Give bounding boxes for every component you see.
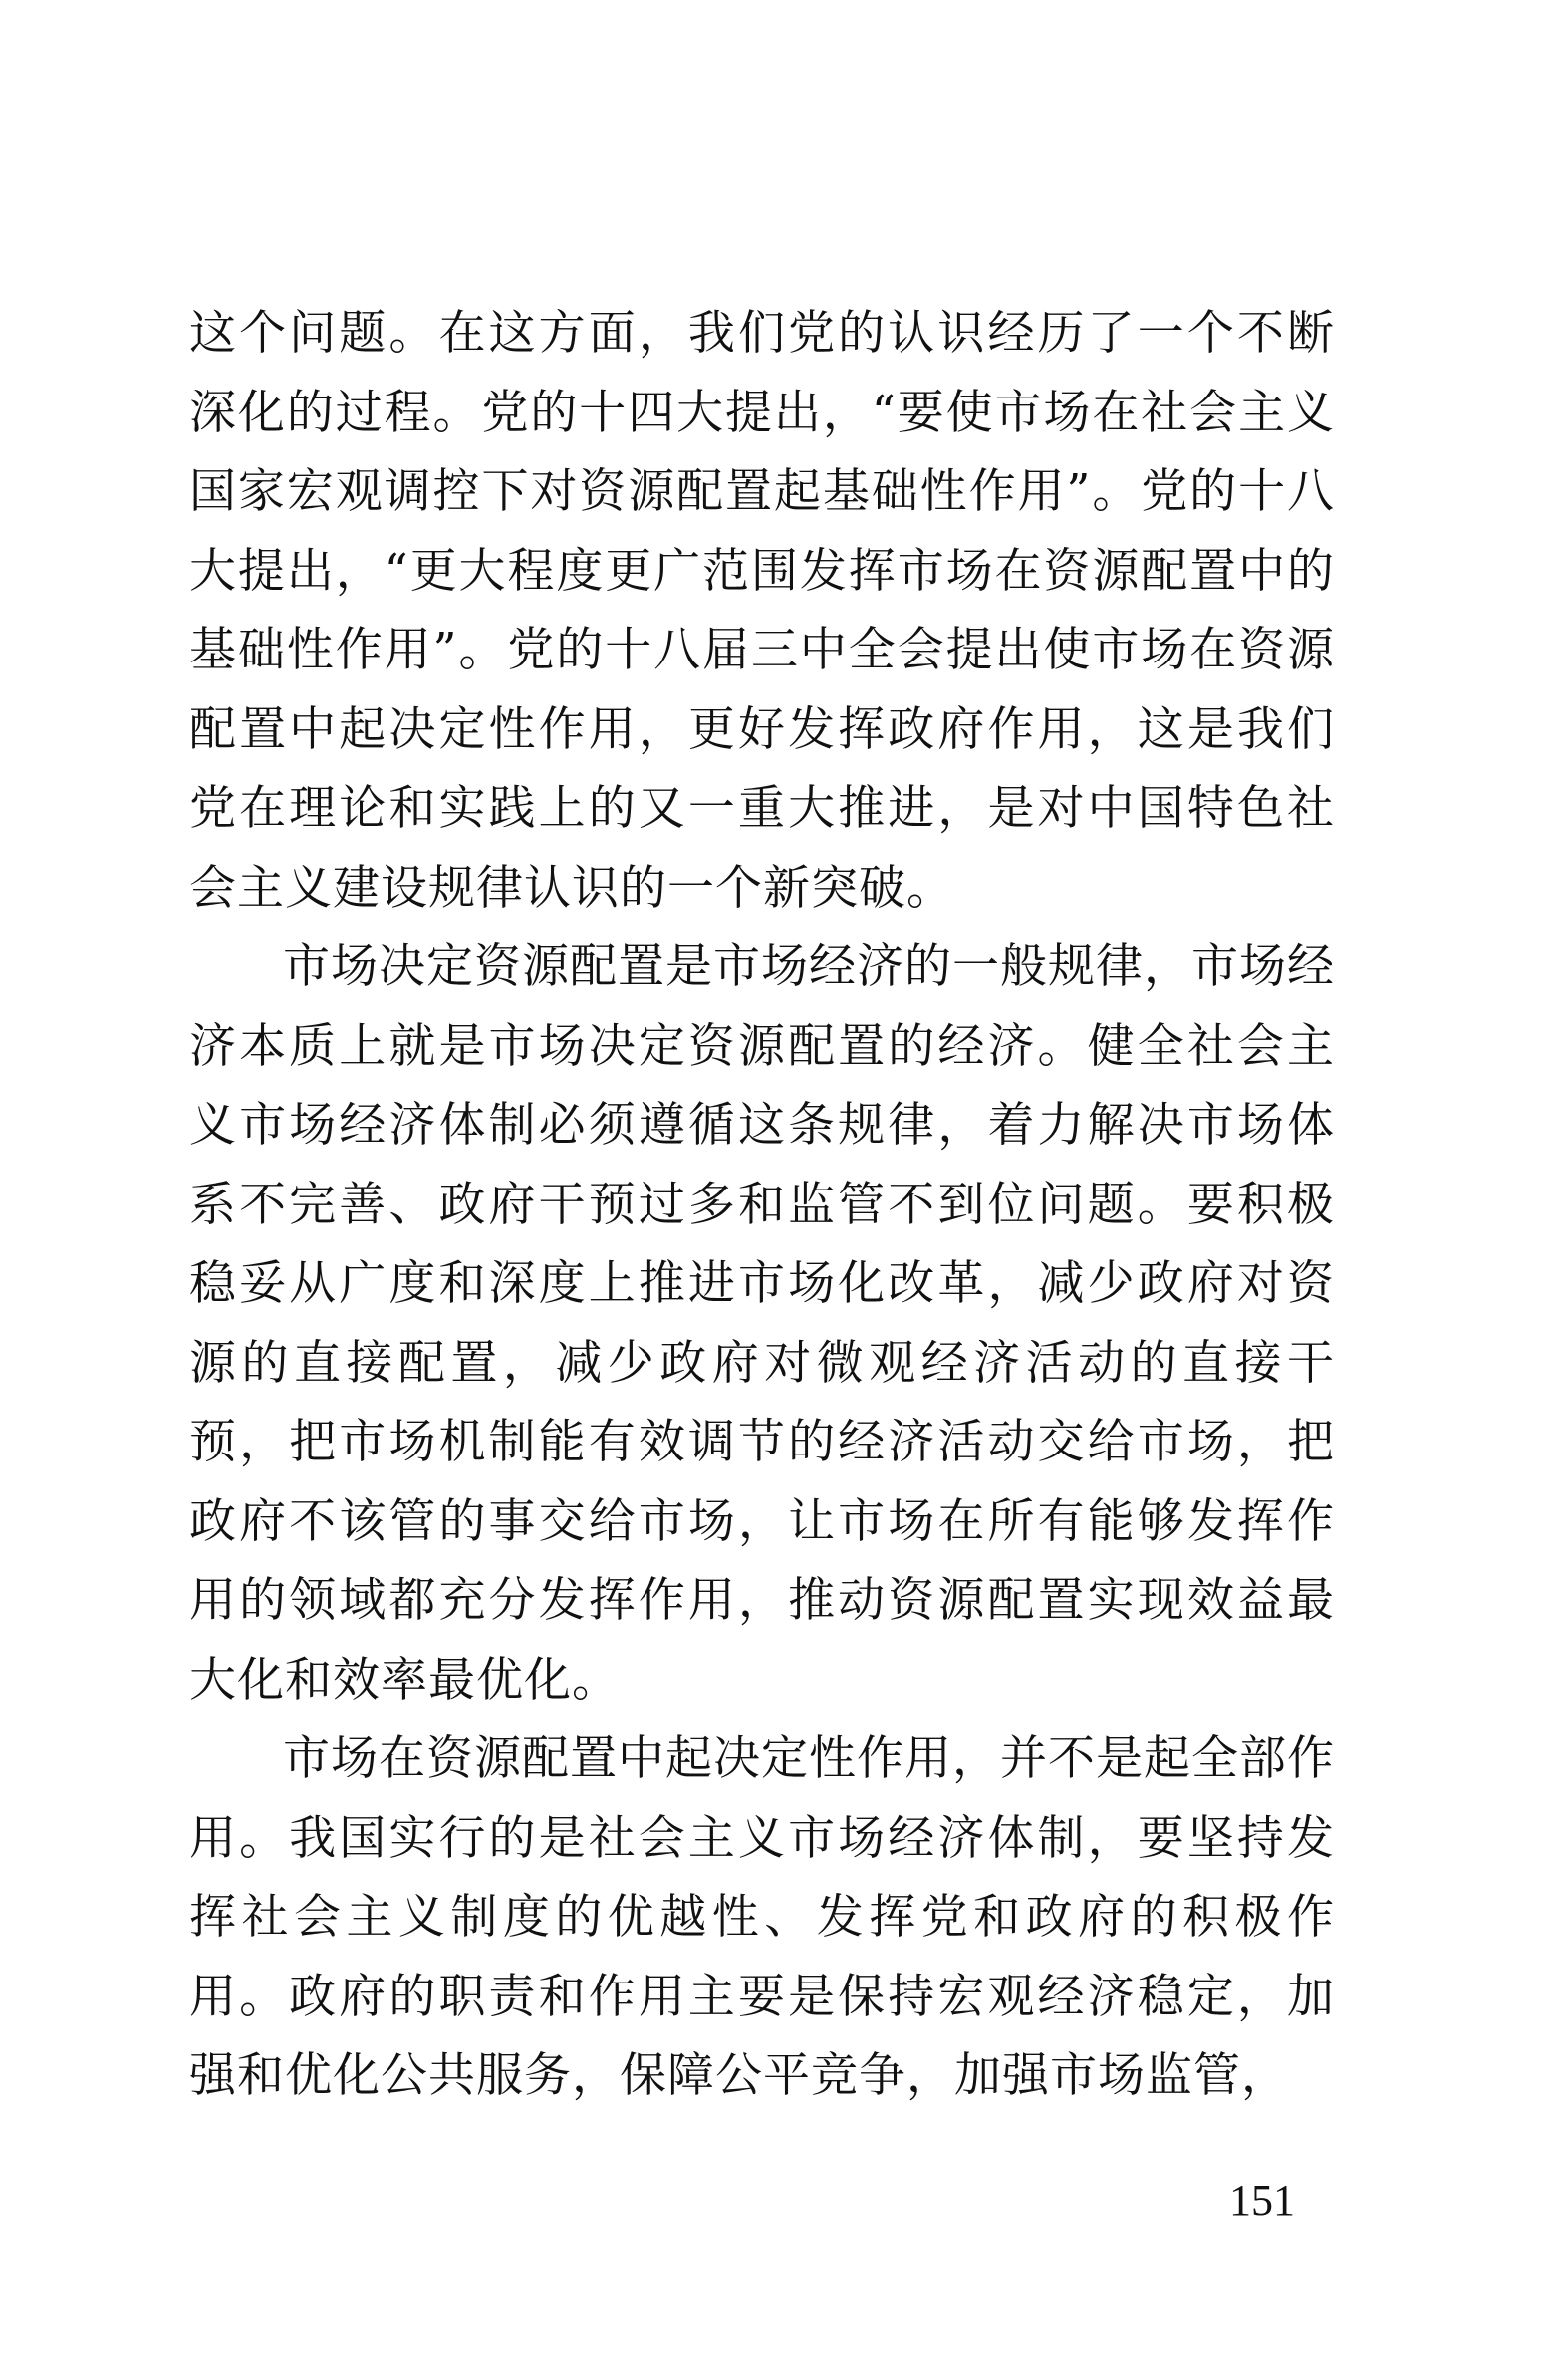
- page-number: 151: [1229, 2176, 1295, 2225]
- paragraph-1: 这个问题。在这方面，我们党的认识经历了一个不断深化的过程。党的十四大提出，“要使市场在社会主义国家宏观调控下对资源配置起基础性作用”。党的十八大提出，“更大程度更广范围发挥市场在资源配置中的基础性作用”。党的十八届三中全会提出使市场在资源配置中起决定性作用，更好发挥政府作用，这是我们党在理论和实践上的又一重大推进，是对中国特色社会主义建设规律认识的一个新突破。: [189, 306, 1335, 916]
- body-text: [189, 294, 1335, 2116]
- paragraph-2: 市场决定资源配置是市场经济的一般规律，市场经济本质上就是市场决定资源配置的经济。健全社会主义市场经济体制必须遵循这条规律，着力解决市场体系不完善、政府干预过多和监管不到位问题。要积极稳妥从广度和深度上推进市场化改革，减少政府对资源的直接配置，减少政府对微观经济活动的直接干预，把市场机制能有效调节的经济活动交给市场，把政府不该管的事交给市场，让市场在所有能够发挥作用的领域都充分发挥作用，推动资源配置实现效益最大化和效率最优化。: [189, 939, 1335, 1708]
- paragraph-3: 市场在资源配置中起决定性作用，并不是起全部作用。我国实行的是社会主义市场经济体制，要坚持发挥社会主义制度的优越性、发挥党和政府的积极作用。政府的职责和作用主要是保持宏观经济稳定，加强和优化公共服务，保障公平竞争，加强市场监管，: [189, 1731, 1335, 2103]
